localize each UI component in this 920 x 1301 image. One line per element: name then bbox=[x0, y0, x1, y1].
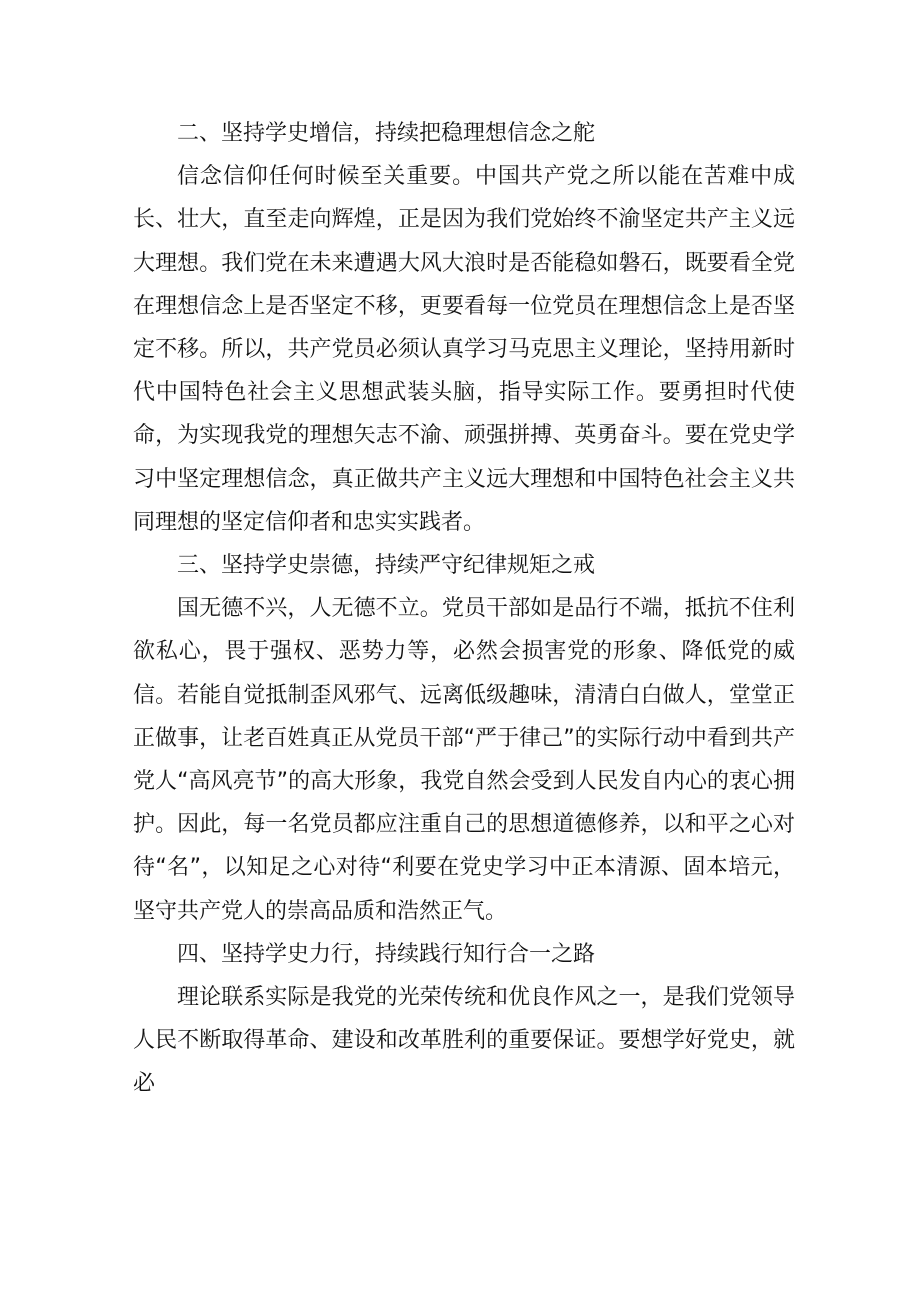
section-paragraph-2: 信念信仰任何时候至关重要。中国共产党之所以能在苦难中成长、壮大，直至走向辉煌，正是因为我们党始终不渝坚定共产主义远大理想。我们党在未来遭遇大风大浪时是否能稳如磐石，既要看全党在理想信念上是否坚定不移，更要看每一位党员在理想信念上是否坚定不移。所以，共产党员必须认真学习马克思主义理论，坚持用新时代中国特色社会主义思想武装头脑，指导实际工作。要勇担时代使命，为实现我党的理想矢志不渝、顽强拼搏、英勇奋斗。要在党史学习中坚定理想信念，真正做共产主义远大理想和中国特色社会主义共同理想的坚定信仰者和忠实实践者。 bbox=[133, 164, 795, 535]
document-body bbox=[133, 112, 795, 1106]
section-paragraph-4: 理论联系实际是我党的光荣传统和优良作风之一，是我们党领导人民不断取得革命、建设和改革胜利的重要保证。要想学好党史，就必 bbox=[133, 985, 795, 1097]
section-heading-3: 三、坚持学史崇德，持续严守纪律规矩之戒 bbox=[177, 553, 596, 579]
section-heading-4: 四、坚持学史力行，持续践行知行合一之路 bbox=[177, 941, 596, 967]
section-heading-2: 二、坚持学史增信，持续把稳理想信念之舵 bbox=[177, 121, 596, 146]
section-paragraph-3: 国无德不兴，人无德不立。党员干部如是品行不端，抵抗不住利欲私心，畏于强权、恶势力等，必然会损害党的形象、降低党的威信。若能自觉抵制歪风邪气、远离低级趣味，清清白白做人，堂堂正正做事，让老百姓真正从党员干部“严于律己”的实际行动中看到共产党人“高风亮节”的高大形象，我党自然会受到人民发自内心的衷心拥护。因此，每一名党员都应注重自己的思想道德修养，以和平之心对待“名”，以知足之心对待“利要在党史学习中正本清源、固本培元，坚守共产党人的崇高品质和浩然正气。 bbox=[133, 596, 795, 924]
